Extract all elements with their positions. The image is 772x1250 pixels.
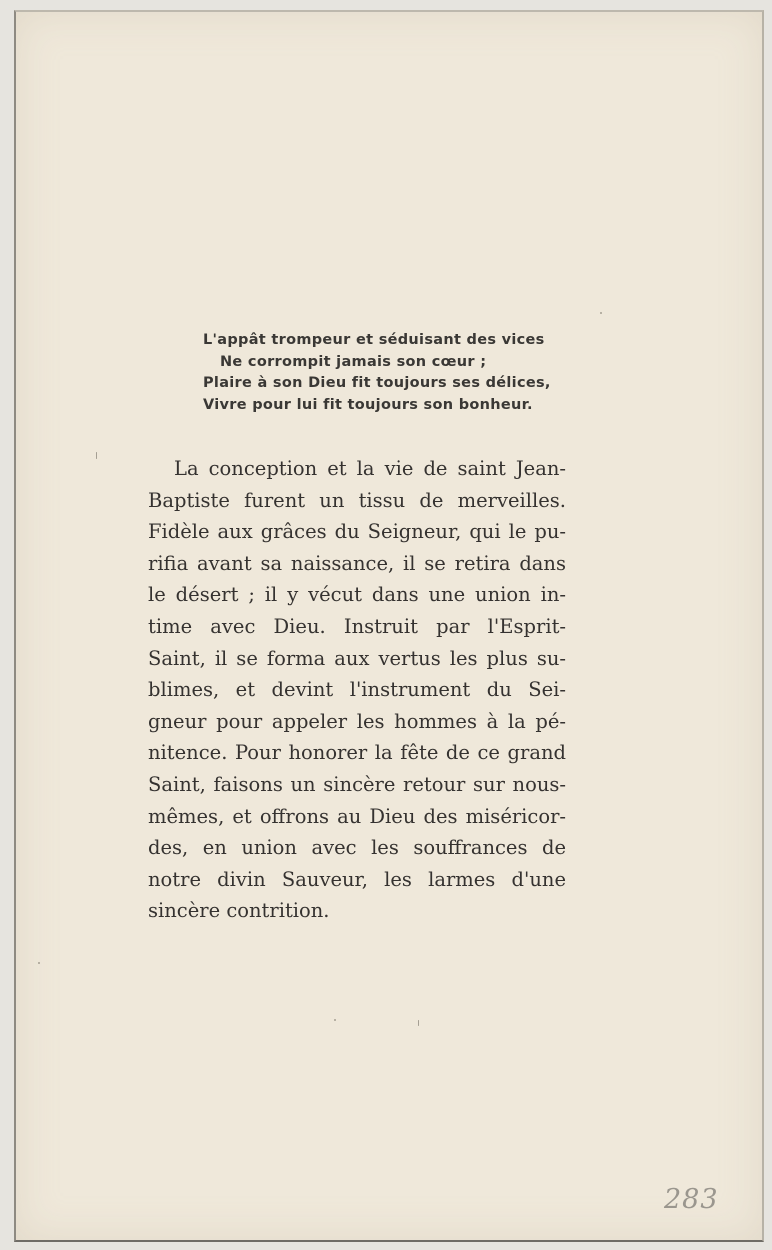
- paper-speck: [334, 1019, 336, 1021]
- verse-line: Vivre pour lui fit toujours son bonheur.: [203, 396, 533, 413]
- verse-line: Plaire à son Dieu fit toujours ses délices,: [203, 375, 551, 391]
- paper-speck: [96, 452, 97, 459]
- prose-line: mêmes, et offrons au Dieu des miséricor-: [148, 804, 566, 828]
- prose-line: Fidèle aux grâces du Seigneur, qui le pu-: [148, 520, 566, 544]
- prose-line: time avec Dieu. Instruit par l'Esprit-: [148, 614, 566, 638]
- paper-speck: [600, 312, 602, 314]
- prose-line: sincère contrition.: [148, 899, 330, 923]
- paper-speck: [418, 1020, 419, 1026]
- paper-speck: [38, 962, 40, 964]
- prose-line: Saint, il se forma aux vertus les plus su-: [148, 646, 566, 670]
- handwritten-folio-number: 283: [664, 1184, 719, 1215]
- holy-card-reverse: [14, 10, 764, 1242]
- prose-paragraph: [148, 453, 566, 927]
- prose-line: gneur pour appeler les hommes à la pé-: [148, 709, 566, 733]
- verse-line: L'appât trompeur et séduisant des vices: [203, 332, 545, 348]
- prose-line: rifia avant sa naissance, il se retira dans: [148, 551, 566, 575]
- verse-stanza: [203, 330, 583, 416]
- prose-line: des, en union avec les souffrances de: [148, 836, 566, 860]
- prose-line: La conception et la vie de saint Jean-: [174, 457, 566, 480]
- prose-line: notre divin Sauveur, les larmes d'une: [148, 867, 566, 891]
- prose-line: blimes, et devint l'instrument du Sei-: [148, 678, 566, 702]
- prose-line: le désert ; il y vécut dans une union in-: [148, 583, 566, 607]
- verse-line: Ne corrompit jamais son cœur ;: [220, 353, 487, 370]
- prose-line: nitence. Pour honorer la fête de ce grand: [148, 741, 566, 765]
- prose-line: Saint, faisons un sincère retour sur nous-: [148, 772, 566, 796]
- prose-line: Baptiste furent un tissu de merveilles.: [148, 488, 566, 512]
